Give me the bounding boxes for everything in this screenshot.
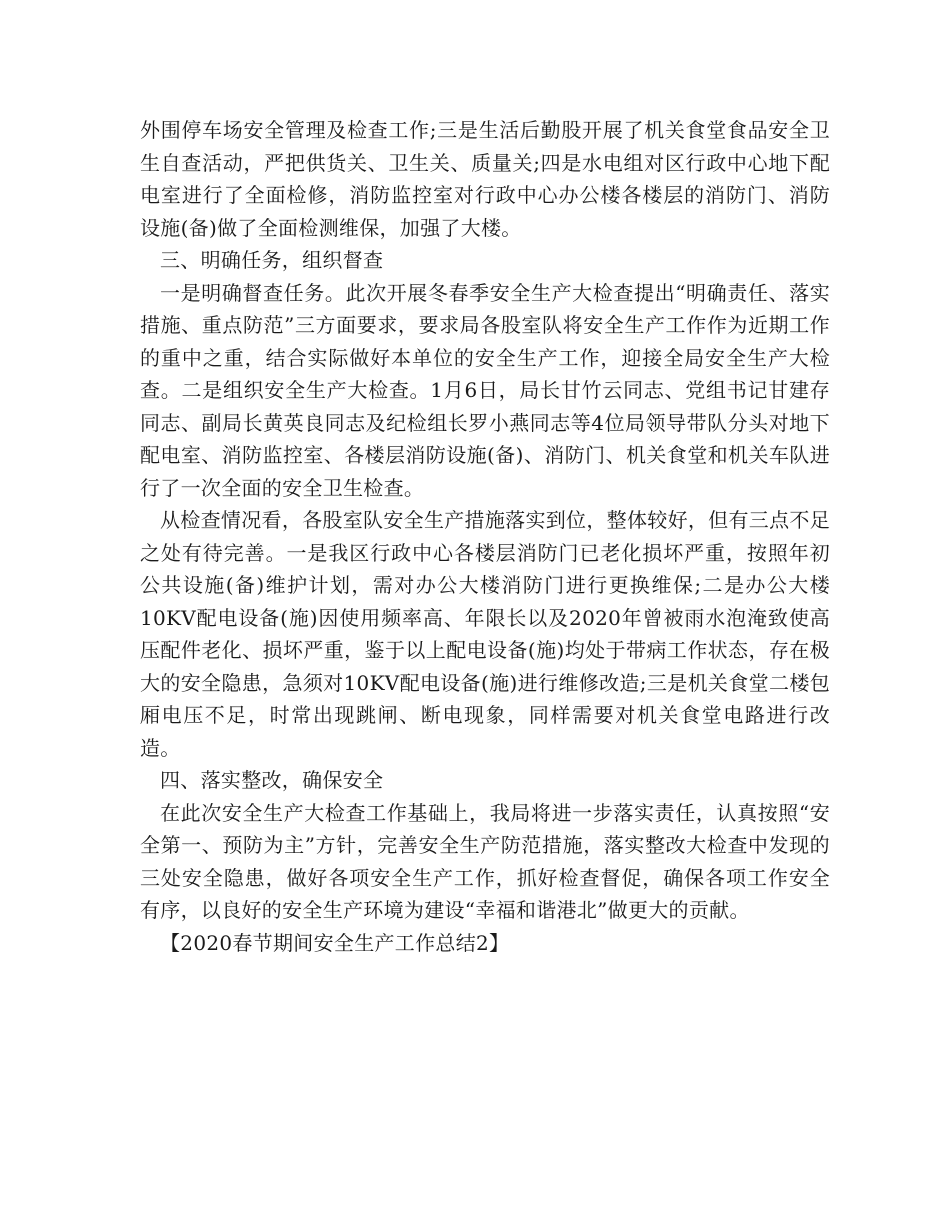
next-section-title: 【2020春节期间安全生产工作总结2】 [160,930,510,955]
paragraph-supervision: 一是明确督查任务。此次开展冬春季安全生产大检查提出“明确责任、落实措施、重点防范”三方面要求，要求局各股室队将安全生产工作作为近期工作的重中之重，结合实际做好本单位的安全生产工作，迎接全局安全生产大检查。二是组织安全生产大检查。1月6日，局长甘竹云同志、党组书记甘建存同志、副局长黄英良同志及纪检组长罗小燕同志等4位局领导带队分头对地下配电室、消防监控室、各楼层消防设施(备)、消防门、机关食堂和机关车队进行了一次全面的安全卫生检查。 [140,280,830,500]
section-heading-3: 三、明确任务，组织督查 [160,248,384,272]
paragraph-findings: 从检查情况看，各股室队安全生产措施落实到位，整体较好，但有三点不足之处有待完善。一是我区行政中心各楼层消防门已老化损坏严重，按照年初公共设施(备)维护计划，需对办公大楼消防门进行更换维保;二是办公大楼10KV配电设备(施)因使用频率高、年限长以及2020年曾被雨水泡淹致使高压配件老化、损坏严重，鉴于以上配电设备(施)均处于带病工作状态，存在极大的安全隐患，急须对10KV配电设备(施)进行维修改造;三是机关食堂二楼包厢电压不足，时常出现跳闸、断电现象，同样需要对机关食堂电路进行改造。 [140,508,830,760]
paragraph-rectification: 在此次安全生产大检查工作基础上，我局将进一步落实责任，认真按照“安全第一、预防为主”方针，完善安全生产防范措施，落实整改大检查中发现的三处安全隐患，做好各项安全生产工作，抓好检查督促，确保各项工作安全有序，以良好的安全生产环境为建设“幸福和谐港北”做更大的贡献。 [140,800,830,922]
section-heading-4: 四、落实整改，确保安全 [160,768,384,792]
paragraph-continuation: 外围停车场安全管理及检查工作;三是生活后勤股开展了机关食堂食品安全卫生自查活动，严把供货关、卫生关、质量关;四是水电组对区行政中心地下配电室进行了全面检修，消防监控室对行政中心办公楼各楼层的消防门、消防设施(备)做了全面检测维保，加强了大楼。 [140,118,830,240]
document-page [140,114,830,959]
